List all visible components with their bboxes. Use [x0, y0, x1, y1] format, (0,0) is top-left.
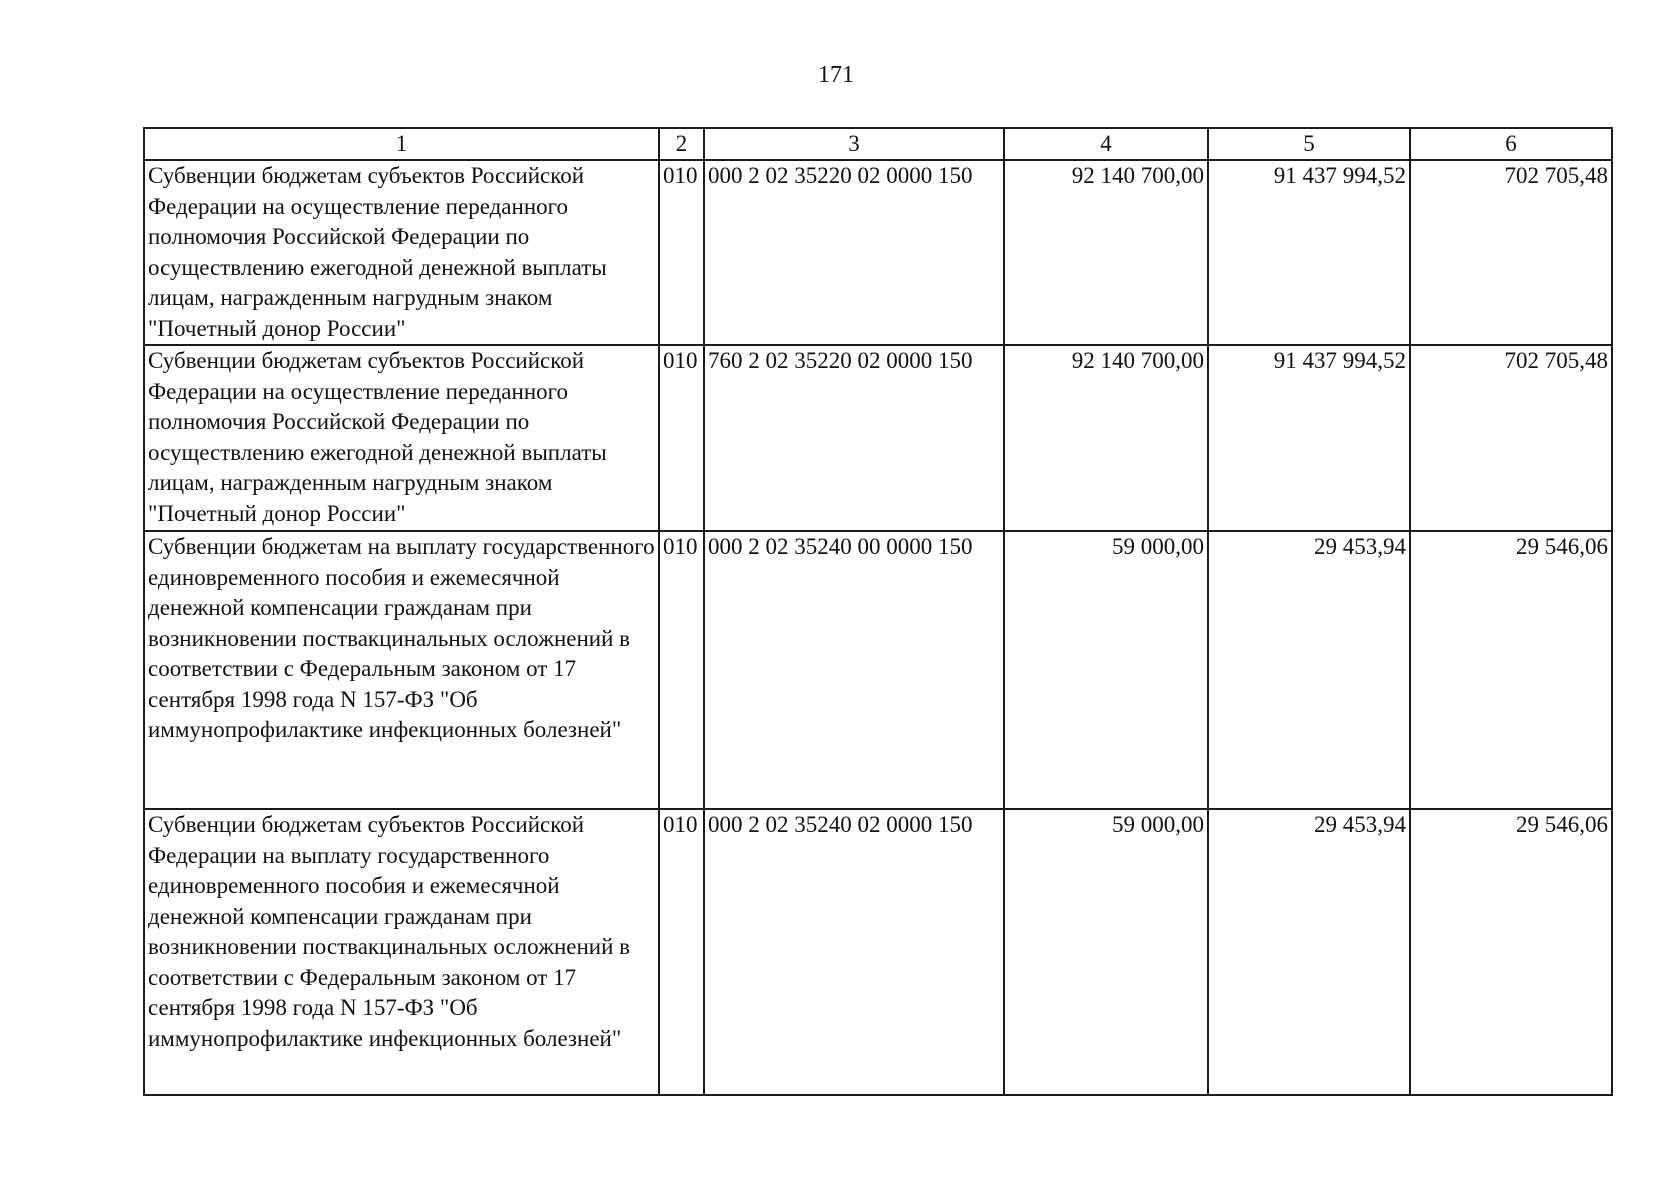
table-row	[144, 809, 1612, 1095]
column-header: 5	[1208, 128, 1410, 160]
row-kbk-cell: 760 2 02 35220 02 0000 150	[704, 345, 1004, 531]
row-approved-cell: 59 000,00	[1004, 531, 1208, 809]
column-header: 1	[144, 128, 659, 160]
column-header: 6	[1410, 128, 1612, 160]
row-executed-cell: 91 437 994,52	[1208, 160, 1410, 345]
row-approved-cell: 59 000,00	[1004, 809, 1208, 1095]
row-executed-cell: 29 453,94	[1208, 809, 1410, 1095]
row-remaining-cell: 29 546,06	[1410, 809, 1612, 1095]
column-header: 2	[659, 128, 704, 160]
row-approved-cell: 92 140 700,00	[1004, 160, 1208, 345]
row-code-cell: 010	[659, 345, 704, 531]
row-code-cell: 010	[659, 531, 704, 809]
row-remaining-cell: 702 705,48	[1410, 345, 1612, 531]
row-name-cell: Субвенции бюджетам субъектов Российской Федерации на осуществление переданного полномочия Российской Федерации по осуществлению ежегодной денежной выплаты лицам, награжденным нагрудным знаком "Почетный донор России"	[144, 160, 659, 345]
page-number: 171	[818, 62, 854, 88]
row-code-cell: 010	[659, 160, 704, 345]
header-row	[144, 128, 1612, 160]
row-name-cell: Субвенции бюджетам субъектов Российской Федерации на выплату государственного единовременного пособия и ежемесячной денежной компенсации гражданам при возникновении поствакцинальных осложнений в соответствии с Федеральным законом от 17 сентября 1998 года N 157-ФЗ "Об иммунопрофилактике инфекционных болезней"	[144, 809, 659, 1095]
table-row	[144, 345, 1612, 531]
row-name-cell: Субвенции бюджетам на выплату государственного единовременного пособия и ежемесячной денежной компенсации гражданам при возникновении поствакцинальных осложнений в соответствии с Федеральным законом от 17 сентября 1998 года N 157-ФЗ "Об иммунопрофилактике инфекционных болезней"	[144, 531, 659, 809]
row-executed-cell: 29 453,94	[1208, 531, 1410, 809]
row-remaining-cell: 702 705,48	[1410, 160, 1612, 345]
row-remaining-cell: 29 546,06	[1410, 531, 1612, 809]
row-approved-cell: 92 140 700,00	[1004, 345, 1208, 531]
table-row	[144, 531, 1612, 809]
row-kbk-cell: 000 2 02 35240 02 0000 150	[704, 809, 1004, 1095]
budget-table	[143, 127, 1613, 1096]
column-header: 4	[1004, 128, 1208, 160]
row-executed-cell: 91 437 994,52	[1208, 345, 1410, 531]
row-code-cell: 010	[659, 809, 704, 1095]
row-name-cell: Субвенции бюджетам субъектов Российской Федерации на осуществление переданного полномочия Российской Федерации по осуществлению ежегодной денежной выплаты лицам, награжденным нагрудным знаком "Почетный донор России"	[144, 345, 659, 531]
row-kbk-cell: 000 2 02 35240 00 0000 150	[704, 531, 1004, 809]
column-header: 3	[704, 128, 1004, 160]
table-row	[144, 160, 1612, 345]
row-kbk-cell: 000 2 02 35220 02 0000 150	[704, 160, 1004, 345]
